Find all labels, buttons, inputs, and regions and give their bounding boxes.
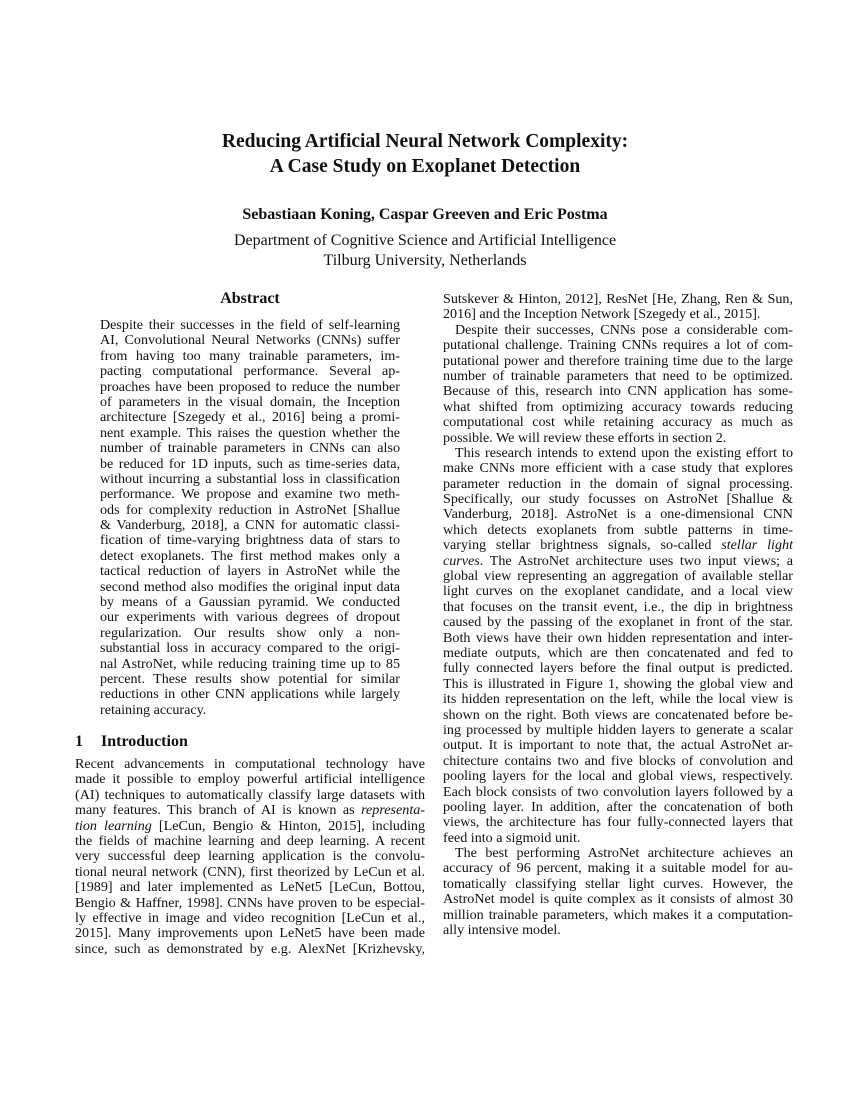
text-line: very successful deep learning application is the convolu- [75, 848, 425, 865]
text-line: fully connected layers before the final output is predicted. [443, 660, 793, 677]
text-line: Because of this, research into CNN application has some- [443, 383, 793, 400]
text-line: computational cost while retaining accuracy as much as [443, 414, 793, 431]
text-line: by means of a Gaussian pyramid. We conducted [100, 594, 400, 611]
text-line: million trainable parameters, which makes it a computation- [443, 906, 793, 923]
text-line: without incurring a substantial loss in classification [100, 470, 400, 487]
text-line: proaches have been proposed to reduce the number [100, 378, 400, 395]
text-line: [1989] and later implemented as LeNet5 [LeCun, Bottou, [75, 879, 425, 896]
text-line: parameter reduction in the domain of signal processing. [443, 475, 793, 492]
text-line: Sutskever & Hinton, 2012], ResNet [He, Zhang, Ren & Sun, [443, 291, 793, 307]
text-line: possible. We will review these efforts in section 2. [443, 429, 727, 446]
text-line: chitecture contains two and five blocks of convolution and [443, 752, 793, 769]
text-line: The best performing AstroNet architecture achieves an [455, 845, 793, 862]
text-line: Both views have their own hidden representation and inter- [443, 629, 793, 646]
text-line: views, the architecture has four fully-connected layers that [443, 814, 793, 831]
text-line: Bengio & Haffner, 1998]. CNNs have proven to be especial- [75, 894, 425, 911]
text-line: percent. These results show potential for similar [100, 670, 400, 687]
text-line: ly effective in image and video recognition [LeCun et al., [75, 909, 425, 926]
text-line: Specifically, our study focusses on AstroNet [Shallue & [443, 491, 793, 508]
text-line: from having too many trainable parameters, im- [100, 347, 400, 364]
text-line: feed into a sigmoid unit. [443, 829, 581, 846]
text-line: light curves on the exoplanet candidate, and a local view [443, 583, 793, 600]
text-line: tactical reduction of layers in AstroNet while the [100, 563, 400, 580]
text-line: Recent advancements in computational technology have [75, 756, 425, 772]
text-line: ing processed by multiple hidden layers to generate a scalar [443, 721, 793, 738]
text-line: nal AstroNet, while reducing training time up to 85 [100, 655, 400, 672]
text-line: caused by the passing of the exoplanet in front of the star. [443, 614, 793, 631]
text-line: This is illustrated in Figure 1, showing the global view and [443, 675, 793, 692]
paragraph [443, 292, 793, 323]
text-line: Each block consists of two convolution layers followed by a [443, 783, 793, 800]
affiliation-department: Department of Cognitive Science and Artificial Intelligence [233, 232, 617, 249]
text-line: tomatically classifying stellar light curves. However, the [443, 875, 793, 892]
abstract-body [100, 318, 400, 718]
text-line: putational power and therefore training time due to the large [443, 352, 793, 369]
authors: Sebastiaan Koning, Caspar Greeven and Eric Postma [242, 206, 608, 223]
text-line: that focuses on the transit event, i.e., the dip in brightness [443, 598, 793, 615]
text-line: nent example. This raises the question whether the [100, 424, 400, 441]
paper-title-line-1: Reducing Artificial Neural Network Complexity: [221, 131, 629, 152]
text-line: be reduced for 1D inputs, such as time-series data, [100, 455, 400, 472]
text-line: Vanderburg, 2018]. AstroNet is a one-dimensional CNN [443, 506, 793, 523]
text-line: which detects exoplanets from subtle patterns in time- [443, 521, 793, 538]
text-line: number of trainable parameters that need to be optimized. [443, 367, 793, 384]
text-line: fication of time-varying brightness data of stars to [100, 532, 400, 549]
emphasis: tion learning [75, 817, 152, 834]
paper-title-line-2: A Case Study on Exoplanet Detection [269, 156, 581, 177]
text-line: mediate outputs, which are then concatenated and fed to [443, 644, 793, 661]
text-line: shown on the right. Both views are concatenated before be- [443, 706, 793, 723]
abstract-heading: Abstract [220, 290, 280, 307]
text-line: many features. This branch of AI is known as representa- [75, 802, 425, 819]
section-number: 1 [75, 733, 83, 750]
text-line: tion learning [LeCun, Bengio & Hinton, 2015], including [75, 817, 425, 834]
text-line: architecture [Szegedy et al., 2016] being a promi- [100, 409, 400, 426]
section-heading-introduction [75, 733, 188, 751]
text-line: output. It is important to note that, the actual AstroNet ar- [443, 737, 793, 754]
text-line: the fields of machine learning and deep learning. A recent [75, 832, 425, 849]
text-line: pooling layers for the local and global views, respectively. [443, 768, 793, 785]
text-line: global view representing an aggregation of available stellar [443, 568, 793, 585]
text-line: 2015]. Many improvements upon LeNet5 have been made [75, 925, 425, 942]
text-line: (AI) techniques to automatically classify large datasets with [75, 786, 425, 803]
introduction-left-column [75, 757, 425, 957]
text-line: performance. We propose and examine two meth- [100, 486, 400, 503]
text-line: our experiments with various degrees of dropout [100, 609, 400, 626]
paragraph [75, 757, 425, 957]
text-line: make CNNs more efficient with a case study that explores [443, 460, 793, 477]
text-line: 2016] and the Inception Network [Szegedy et al., 2015]. [443, 306, 761, 323]
section-title: Introduction [101, 733, 188, 750]
text-line: what shifted from optimizing accuracy towards reducing [443, 398, 793, 415]
emphasis: curves [443, 552, 480, 569]
text-line: This research intends to extend upon the existing effort to [455, 444, 793, 461]
text-line: its hidden representation on the left, while the local view is [443, 691, 793, 708]
text-line: second method also modifies the original input data [100, 578, 400, 595]
text-line: varying stellar brightness signals, so-called stellar light [443, 537, 793, 554]
emphasis: stellar light [721, 537, 793, 554]
text-line: detect exoplanets. The first method makes only a [100, 547, 400, 564]
text-line: since, such as demonstrated by e.g. AlexNet [Krizhevsky, [75, 940, 425, 957]
text-line: Despite their successes in the field of self-learning [100, 317, 400, 333]
text-line: putational challenge. Training CNNs requires a lot of com- [443, 337, 793, 354]
text-line: AstroNet model is quite complex as it consists of almost 30 [443, 891, 793, 908]
paragraph [443, 323, 793, 446]
text-line: AI, Convolutional Neural Networks (CNNs) suffer [100, 332, 400, 349]
emphasis: representa- [361, 802, 425, 819]
text-line: tional neural network (CNN), first theorized by LeCun et al. [75, 863, 425, 880]
text-line: reductions in other CNN applications while largely [100, 686, 400, 703]
text-line: ally intensive model. [443, 922, 561, 939]
text-line: curves. The AstroNet architecture uses two input views; a [443, 552, 793, 569]
text-line: number of trainable parameters in CNNs can also [100, 440, 400, 457]
affiliation-university: Tilburg University, Netherlands [323, 252, 527, 269]
text-line: regularization. Our results show only a non- [100, 624, 400, 641]
text-line: pacting computational performance. Several ap- [100, 363, 400, 380]
text-line: Despite their successes, CNNs pose a considerable com- [455, 321, 793, 338]
text-line: pooling layer. In addition, after the concatenation of both [443, 798, 793, 815]
text-line: accuracy of 96 percent, making it a suitable model for au- [443, 860, 793, 877]
introduction-right-column [443, 292, 793, 938]
text-line: of parameters in the visual domain, the Inception [100, 393, 400, 410]
text-line: made it possible to employ powerful artificial intelligence [75, 771, 425, 788]
text-line: retaining accuracy. [100, 701, 207, 718]
paragraph [443, 446, 793, 846]
text-line: substantial loss in accuracy compared to the origi- [100, 640, 400, 657]
paragraph [443, 846, 793, 938]
text-line: ods for complexity reduction in AstroNet [Shallue [100, 501, 400, 518]
paragraph [100, 318, 400, 718]
text-line: & Vanderburg, 2018], a CNN for automatic classi- [100, 517, 400, 534]
abstract-heading-wrap [75, 291, 425, 306]
